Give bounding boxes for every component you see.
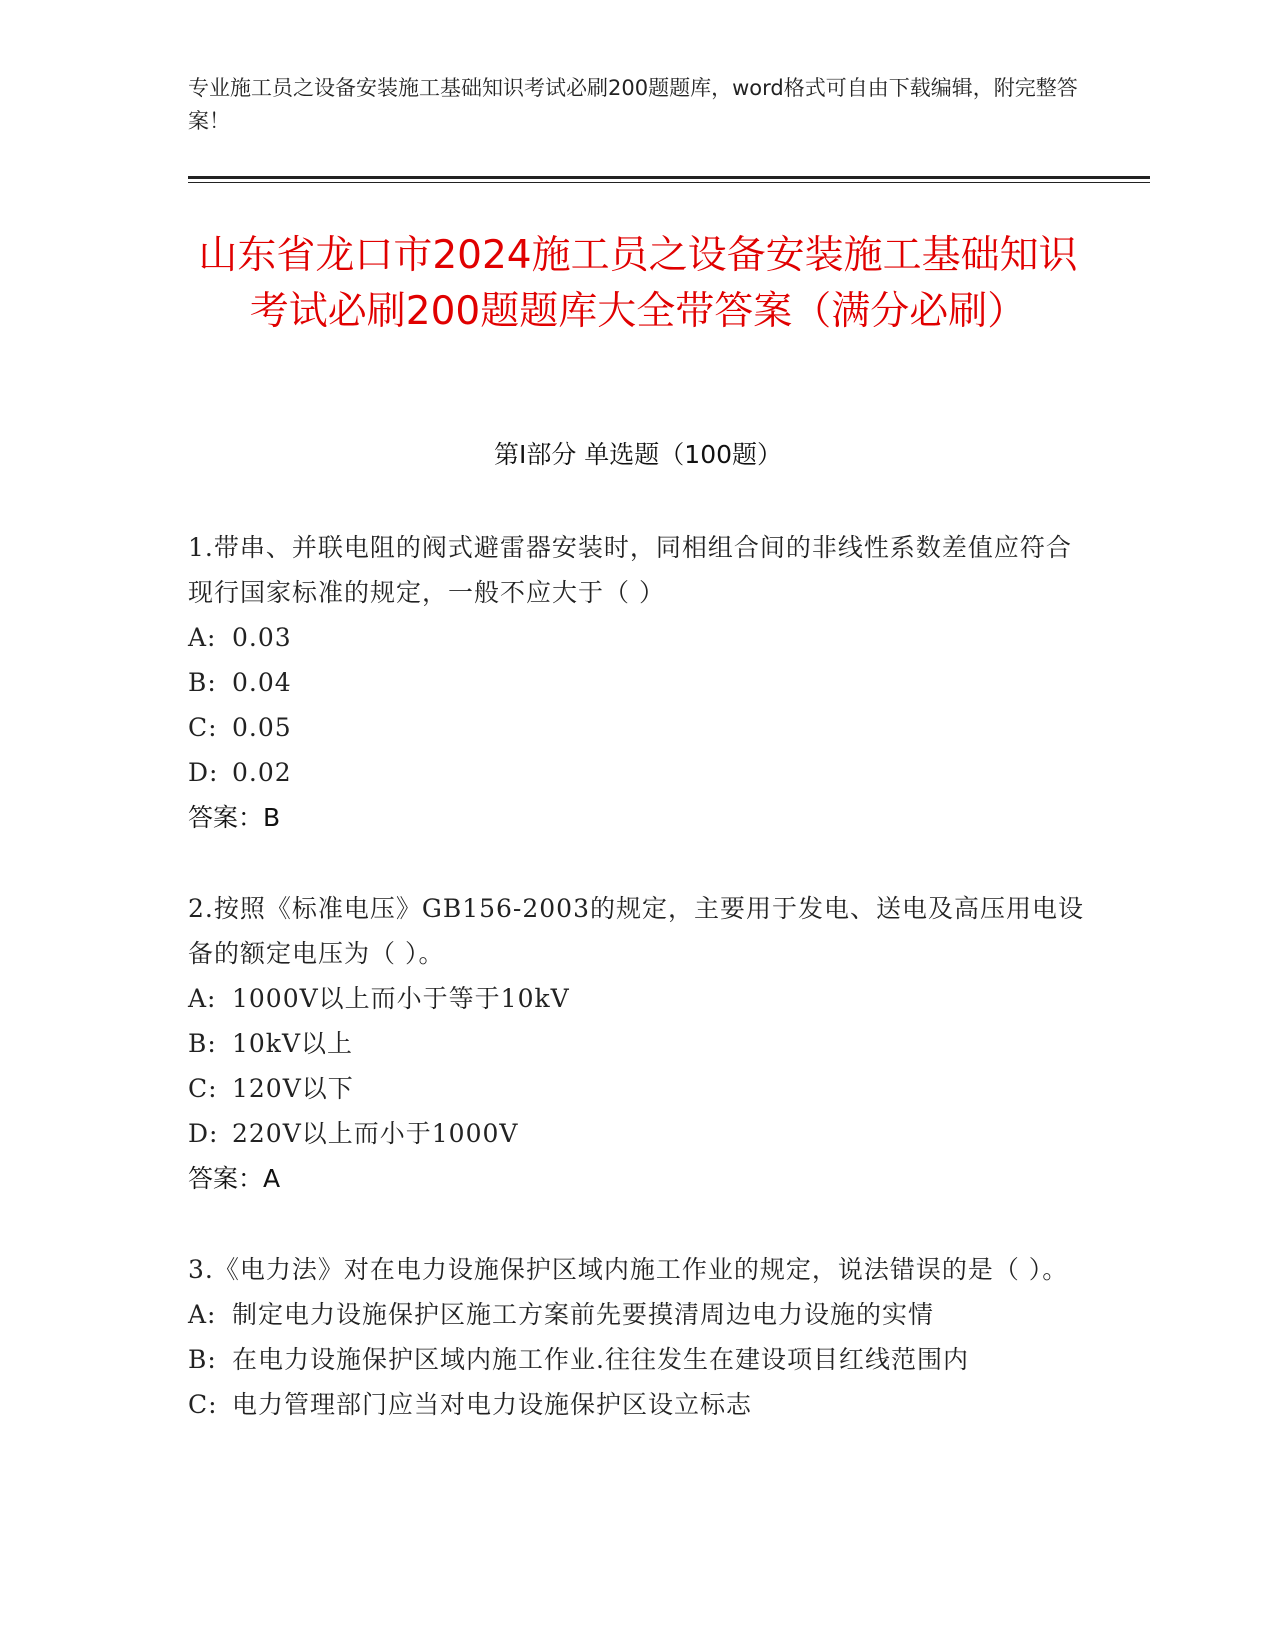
header-note: 专业施工员之设备安装施工基础知识考试必刷200题题库，word格式可自由下载编辑，附完整答案！ xyxy=(188,76,1078,133)
option-a xyxy=(188,976,1088,1021)
option-text: 0.02 xyxy=(232,758,292,787)
question-3 xyxy=(188,1247,1088,1427)
option-text: 10kV以上 xyxy=(232,1029,354,1058)
document-title: 山东省龙口市2024施工员之设备安装施工基础知识考试必刷200题题库大全带答案（满分必刷） xyxy=(198,233,1078,334)
option-letter: B: xyxy=(188,1345,217,1374)
option-letter: A: xyxy=(188,984,217,1013)
option-text: 0.03 xyxy=(232,623,292,652)
option-c xyxy=(188,1382,1088,1427)
option-text: 在电力设施保护区域内施工作业.往往发生在建设项目红线范围内 xyxy=(232,1345,969,1374)
header-rule-thick xyxy=(188,176,1150,179)
section-heading: 第Ⅰ部分 单选题（100题） xyxy=(493,440,783,469)
option-letter: A: xyxy=(188,1300,217,1329)
option-letter: C: xyxy=(188,1074,218,1103)
option-a xyxy=(188,1292,1088,1337)
option-c xyxy=(188,1066,1088,1111)
question-stem: 2.按照《标准电压》GB156-2003的规定，主要用于发电、送电及高压用电设备的额定电压为（ ）。 xyxy=(188,894,1084,968)
option-c xyxy=(188,705,1088,750)
option-text: 1000V以上而小于等于10kV xyxy=(232,984,570,1013)
option-letter: D: xyxy=(188,758,219,787)
question-stem: 3.《电力法》对在电力设施保护区域内施工作业的规定，说法错误的是（ ）。 xyxy=(188,1255,1069,1284)
option-letter: B: xyxy=(188,668,217,697)
option-text: 0.05 xyxy=(232,713,292,742)
option-letter: B: xyxy=(188,1029,217,1058)
question-1 xyxy=(188,525,1088,840)
answer-line: 答案：B xyxy=(188,803,281,832)
option-text: 制定电力设施保护区施工方案前先要摸清周边电力设施的实情 xyxy=(232,1300,935,1329)
answer-line: 答案：A xyxy=(188,1164,281,1193)
option-letter: D: xyxy=(188,1119,219,1148)
option-text: 220V以上而小于1000V xyxy=(232,1119,519,1148)
question-stem: 1.带串、并联电阻的阀式避雷器安装时，同相组合间的非线性系数差值应符合现行国家标准的规定，一般不应大于（ ） xyxy=(188,533,1072,607)
option-d xyxy=(188,750,1088,795)
option-letter: C: xyxy=(188,713,218,742)
header-rule-thin xyxy=(188,182,1150,183)
option-text: 0.04 xyxy=(232,668,292,697)
option-a xyxy=(188,615,1088,660)
option-letter: A: xyxy=(188,623,217,652)
option-text: 电力管理部门应当对电力设施保护区设立标志 xyxy=(232,1390,753,1419)
option-b xyxy=(188,660,1088,705)
option-letter: C: xyxy=(188,1390,218,1419)
option-d xyxy=(188,1111,1088,1156)
option-text: 120V以下 xyxy=(232,1074,354,1103)
option-b xyxy=(188,1021,1088,1066)
option-b xyxy=(188,1337,1088,1382)
question-2 xyxy=(188,886,1088,1201)
